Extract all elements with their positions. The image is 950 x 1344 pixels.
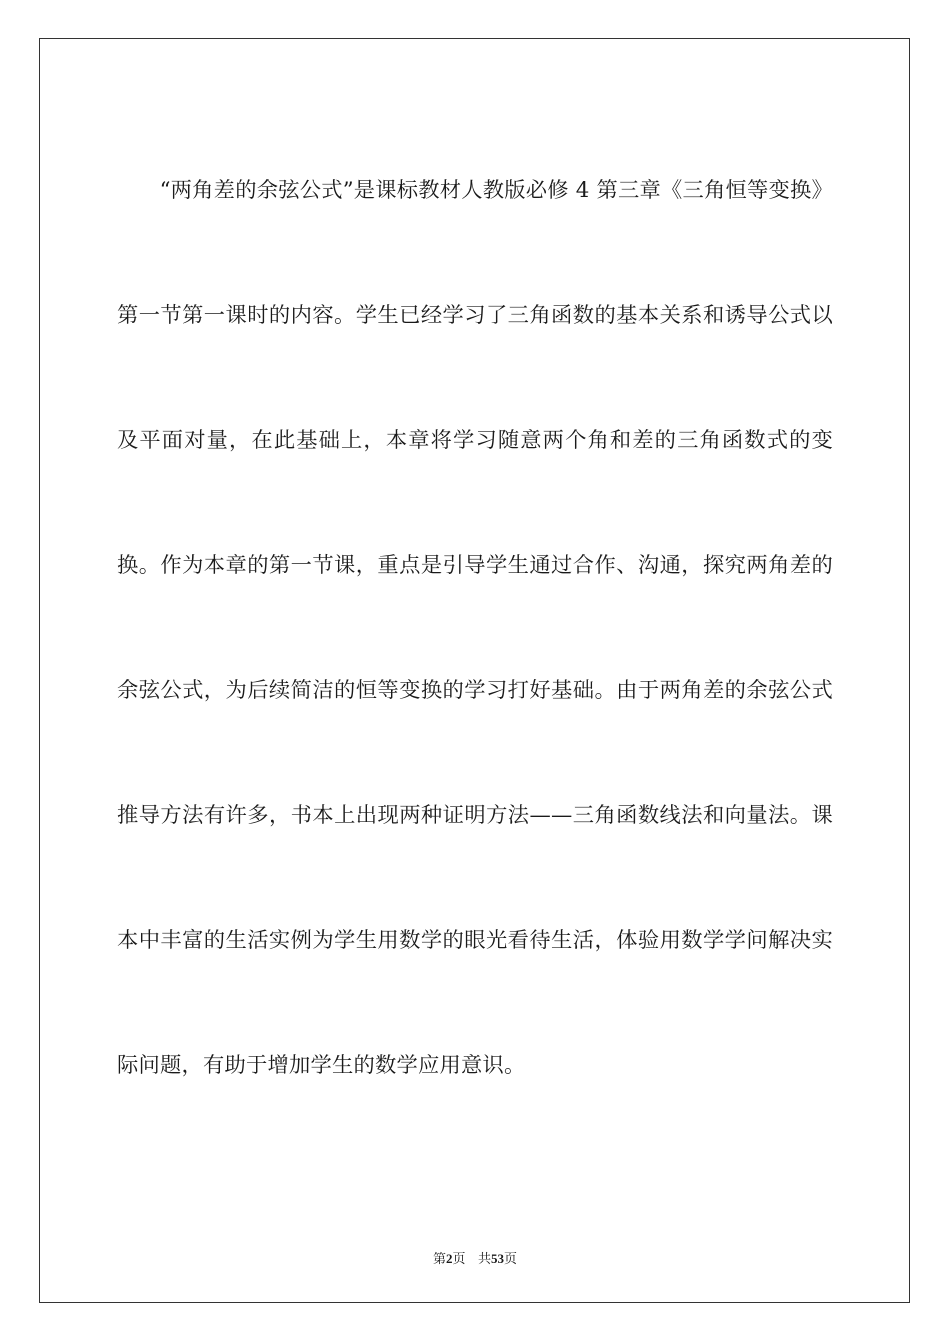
- footer-total-suffix: 页: [503, 1252, 517, 1267]
- footer-page-number: 2: [446, 1251, 453, 1266]
- footer-page-prefix: 第: [433, 1252, 447, 1267]
- footer-total-pages: 53: [490, 1251, 504, 1266]
- footer-page-suffix: 页: [452, 1252, 466, 1267]
- footer-total-prefix: 共: [477, 1252, 491, 1267]
- body-paragraph: “两角差的余弦公式”是课标教材人教版必修 4 第三章《三角恒等变换》第一节第一课时的内容。学生已经学习了三角函数的基本关系和诱导公式以及平面对量，在此基础上，本章将学习随意两个角和差的三角函数式的变换。作为本章的第一节课，重点是引导学生通过合作、沟通，探究两角差的余弦公式，为后续简洁的恒等变换的学习打好基础。由于两角差的余弦公式推导方法有许多，书本上出现两种证明方法——三角函数线法和向量法。课本中丰富的生活实例为学生用数学的眼光看待生活，体验用数学学问解决实际问题，有助于增加学生的数学应用意识。: [117, 178, 833, 1078]
- page-footer: [0, 1248, 950, 1267]
